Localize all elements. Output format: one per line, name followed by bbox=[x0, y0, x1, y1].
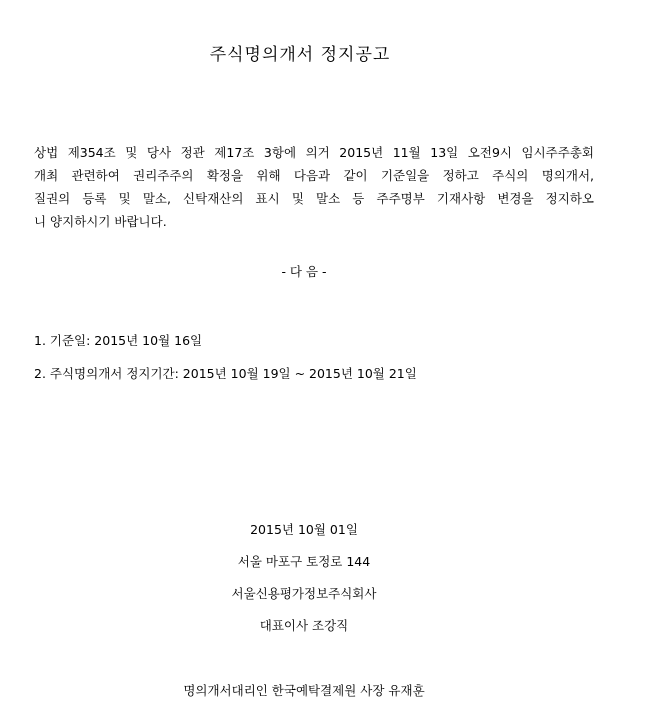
body-line: 개최 관련하여 권리주주의 확정을 위해 다음과 같이 기준일을 정하고 주식의 명의개서, bbox=[34, 168, 594, 183]
transfer-agent: 명의개서대리인 한국예탁결제원 사장 유재훈 bbox=[183, 683, 425, 698]
list-item-record-date: 1. 기준일: 2015년 10월 16일 bbox=[34, 333, 203, 348]
list-item-suspension-period: 2. 주식명의개서 정지기간: 2015년 10월 19일 ~ 2015년 10월 21일 bbox=[34, 366, 417, 381]
notice-date: 2015년 10월 01일 bbox=[250, 522, 358, 537]
ceo-name: 대표이사 조강직 bbox=[259, 618, 349, 633]
company-address: 서울 마포구 토정로 144 bbox=[237, 554, 371, 569]
company-name: 서울신용평가정보주식회사 bbox=[231, 586, 377, 601]
body-line: 질권의 등록 및 말소, 신탁재산의 표시 및 말소 등 주주명부 기재사항 변경을 정지하오 bbox=[34, 191, 594, 206]
body-line: 상법 제354조 및 당사 정관 제17조 3항에 의거 2015년 11월 13일 오전9시 임시주주총회 bbox=[34, 145, 594, 160]
notice-body bbox=[34, 141, 594, 233]
document-title: 주식명의개서 정지공고 bbox=[209, 45, 391, 65]
body-line: 니 양지하시기 바랍니다. bbox=[34, 214, 167, 229]
section-marker: - 다 음 - bbox=[281, 264, 327, 279]
